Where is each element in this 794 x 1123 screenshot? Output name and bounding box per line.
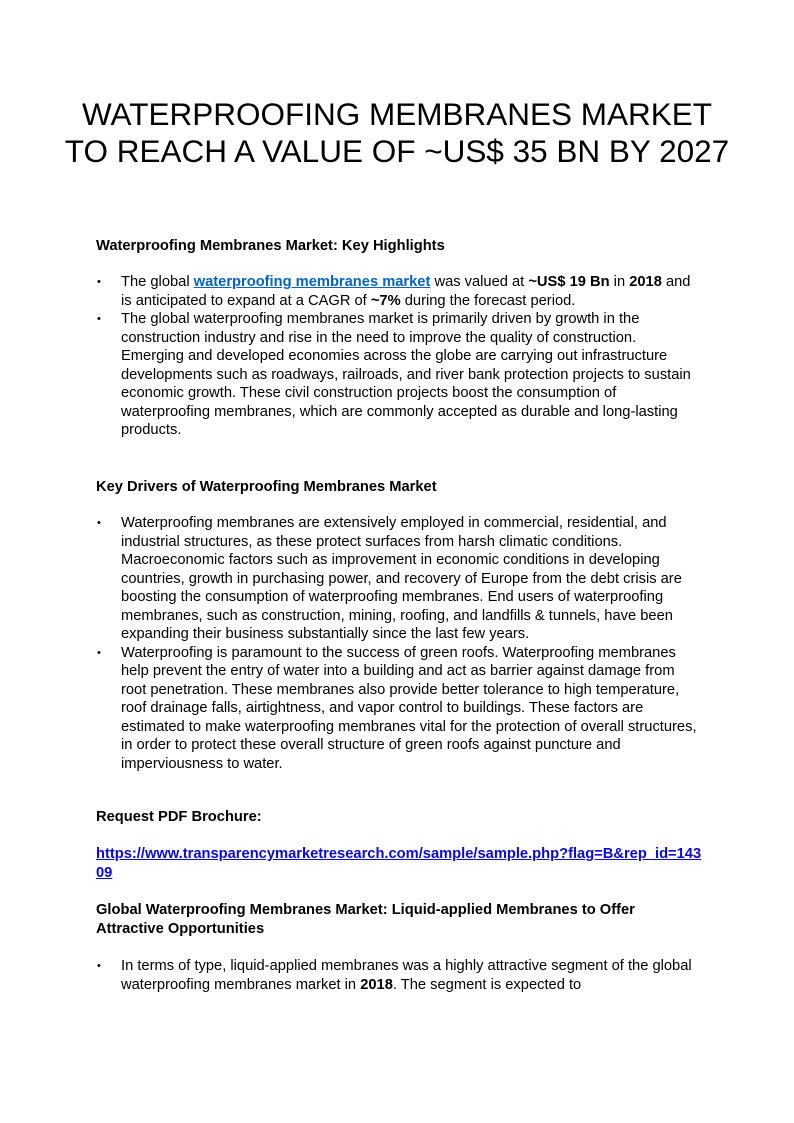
section-heading-liquid-applied: Global Waterproofing Membranes Market: Liquid-applied Membranes to Offer Attractive Opportunities xyxy=(96,902,635,937)
key-highlights-list xyxy=(96,273,701,440)
list-item: • The global waterproofing membranes market is primarily driven by growth in the construction industry and rise in the need to improve the quality of construction. Emerging and developed economies across the globe are carrying out infrastructure developments such as roadways, railroads, and river bank protection projects to sustain economic growth. These civil construction projects boost the consumption of waterproofing membranes, which are commonly accepted as durable and long-lasting products. xyxy=(97,311,691,438)
page-title: WATERPROOFING MEMBRANES MARKET TO REACH A VALUE OF ~US$ 35 BN BY 2027 xyxy=(64,96,730,169)
bullet-icon: • xyxy=(97,313,101,325)
list-item: • Waterproofing membranes are extensively employed in commercial, residential, and industrial structures, as these protect surfaces from harsh climatic conditions. Macroeconomic factors such as improvement in economic conditions in developing countries, growth in purchasing power, and recovery of Europe from the debt crisis are boosting the consumption of waterproofing membranes. End users of waterproofing membranes, such as construction, mining, roofing, and landfills & tunnels, have been expanding their business substantially since the last few years. xyxy=(97,515,682,642)
list-item: • The global waterproofing membranes market was valued at ~US$ 19 Bn in 2018 and is anticipated to expand at a CAGR of ~7% during the forecast period. xyxy=(97,274,691,309)
key-drivers-list xyxy=(96,514,701,773)
section-heading-key-drivers: Key Drivers of Waterproofing Membranes Market xyxy=(96,479,437,495)
section-heading-key-highlights: Waterproofing Membranes Market: Key Highlights xyxy=(96,238,445,254)
liquid-applied-list xyxy=(96,957,701,994)
bullet-icon: • xyxy=(97,646,101,659)
brochure-url-container xyxy=(96,845,706,882)
brochure-url-link[interactable]: https://www.transparencymarketresearch.com/sample/sample.php?flag=B&rep_id=14309 xyxy=(96,846,702,881)
bullet-icon: • xyxy=(97,960,101,972)
list-item: • Waterproofing is paramount to the success of green roofs. Waterproofing membranes help prevent the entry of water into a building and act as barrier against damage from root penetration. These membranes also provide better tolerance to high temperature, roof drainage falls, airtightness, and vapor control to buildings. These factors are estimated to make waterproofing membranes vital for the protection of overall structures, in order to protect these overall structure of green roofs against puncture and imperviousness to water. xyxy=(97,644,697,772)
section-heading-request-brochure: Request PDF Brochure: xyxy=(96,809,262,825)
bullet-icon: • xyxy=(97,517,101,529)
market-report-link[interactable]: waterproofing membranes market xyxy=(193,274,431,290)
bullet-icon: • xyxy=(97,276,101,288)
list-item: • In terms of type, liquid-applied membranes was a highly attractive segment of the global waterproofing membranes market in 2018. The segment is expected to xyxy=(97,958,692,993)
